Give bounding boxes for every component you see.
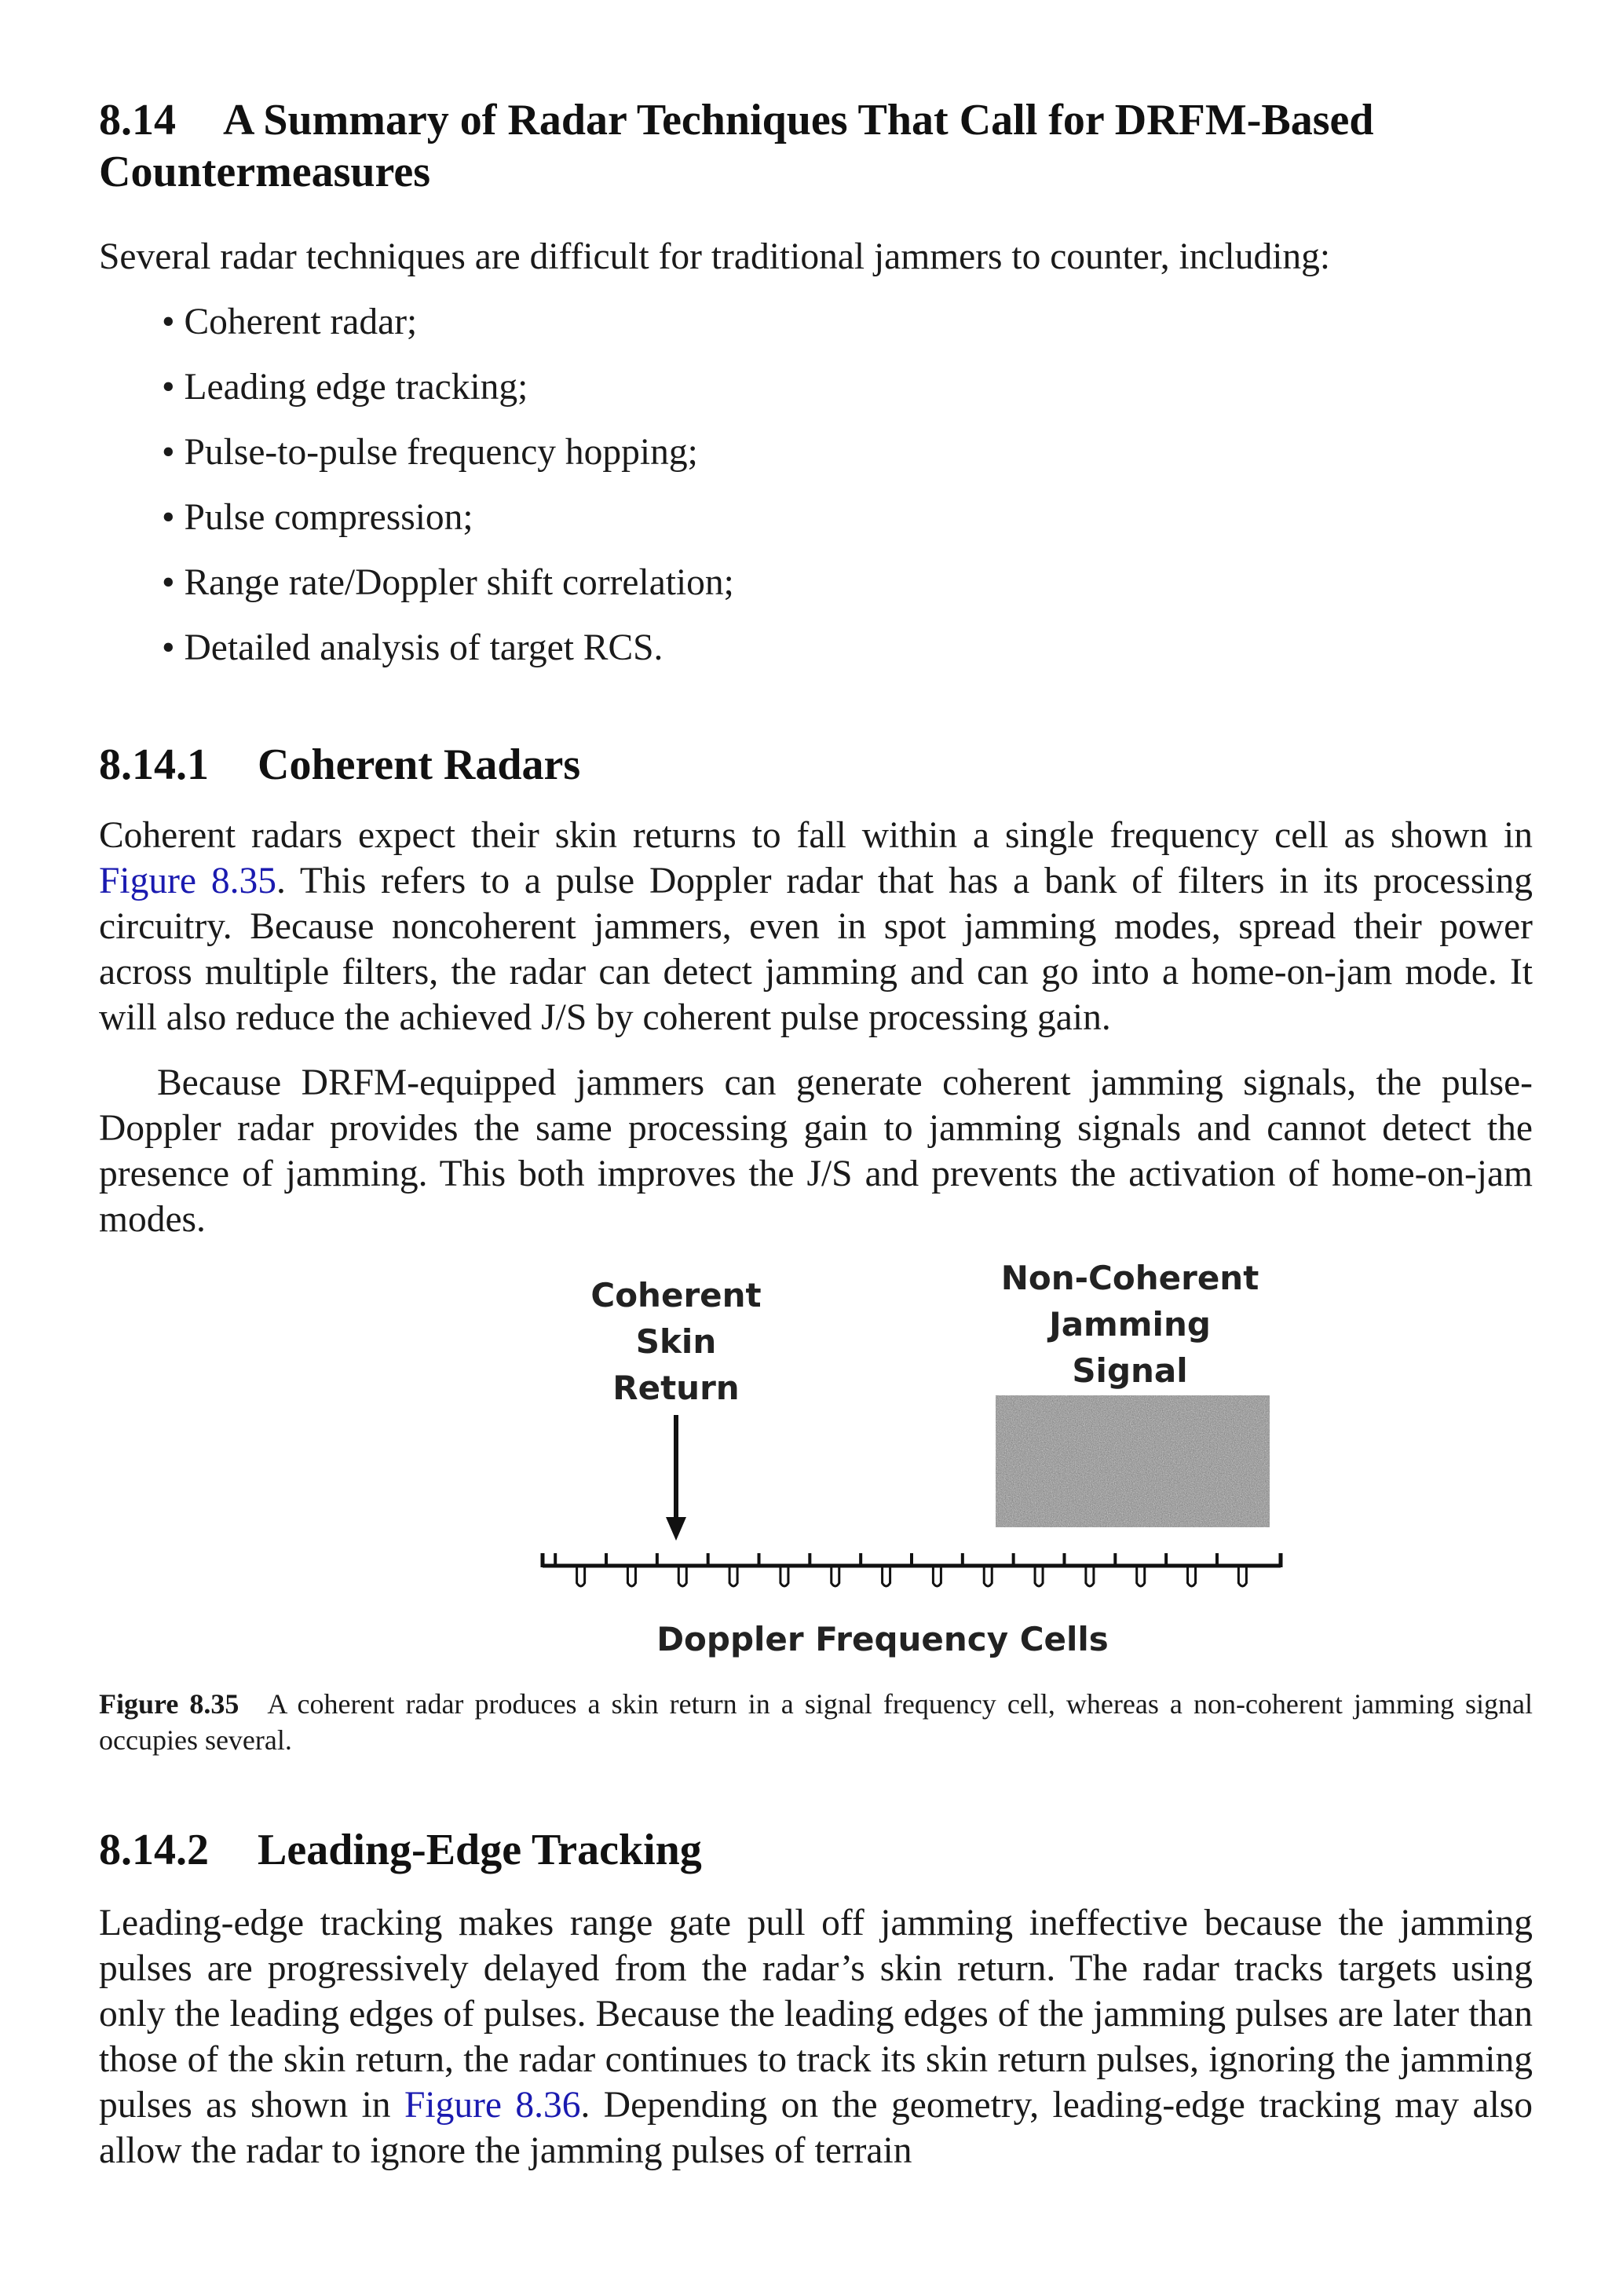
coherent-label-line2: Skin — [635, 1322, 717, 1361]
frequency-cell-marker — [1137, 1566, 1145, 1586]
frequency-cell-marker — [627, 1566, 635, 1586]
frequency-cell-marker — [577, 1566, 585, 1586]
frequency-cell-marker — [1238, 1566, 1246, 1586]
section-title-line2: Countermeasures — [99, 148, 431, 196]
figure-8-35 — [429, 1250, 1308, 1674]
para-text: Coherent radars expect their skin returns to fall within a single frequency cell as shown in — [99, 815, 1533, 856]
figure-8-35-link[interactable]: Figure 8.35 — [99, 861, 276, 901]
list-item: • Leading edge tracking; — [162, 367, 528, 408]
leading-edge-paragraph — [99, 1900, 1533, 2174]
noncoherent-label-line1: Non-Coherent — [1000, 1259, 1259, 1297]
skin-return-arrow-head — [666, 1517, 686, 1541]
frequency-cell-marker — [832, 1566, 839, 1586]
subsection-heading-coherent — [99, 739, 580, 791]
coherent-paragraph-2: Because DRFM-equipped jammers can generate coherent jamming signals, the pulse-Doppler radar provides the same processing gain to jamming signals and cannot detect the presence of jamming. This both improves the J/S and prevents the activation of home-on-jam modes. — [99, 1062, 1533, 1240]
frequency-cell-marker — [1188, 1566, 1196, 1586]
list-item: • Coherent radar; — [162, 302, 418, 342]
frequency-cell-marker — [678, 1566, 686, 1586]
figure-8-36-link[interactable]: Figure 8.36 — [404, 2085, 581, 2126]
frequency-cells — [555, 1553, 1246, 1586]
figure-caption — [99, 1686, 1533, 1758]
frequency-cell-marker — [729, 1566, 737, 1586]
subsection-title: Coherent Radars — [258, 740, 581, 789]
list-item: • Detailed analysis of target RCS. — [162, 627, 663, 668]
coherent-label-line1: Coherent — [590, 1276, 762, 1314]
caption-label: Figure 8.35 — [99, 1688, 239, 1720]
coherent-label-line3: Return — [612, 1369, 740, 1407]
frequency-cell-marker — [984, 1566, 992, 1586]
section-title-line1: A Summary of Radar Techniques That Call for DRFM-Based — [223, 96, 1374, 144]
jamming-noise-texture — [996, 1395, 1270, 1527]
para-text: . This refers to a pulse Doppler radar that has a bank of filters in its processing circuitry. Because noncoherent jammers, even in spot jamming modes, spread their power across multiple filters, the radar can detect jamming and can go into a home-on-jam mode. It will also reduce the achieved J/S by coherent pulse processing gain. — [99, 861, 1533, 1038]
subsection-number: 8.14.1 — [99, 740, 209, 789]
frequency-cell-marker — [780, 1566, 788, 1586]
noncoherent-label-line3: Signal — [1072, 1351, 1188, 1390]
subsection-number: 8.14.2 — [99, 1826, 209, 1874]
section-number: 8.14 — [99, 96, 176, 144]
list-item: • Range rate/Doppler shift correlation; — [162, 562, 734, 603]
subsection-title: Leading-Edge Tracking — [258, 1826, 702, 1874]
para-text: . Depending on the geometry, leading-edge tracking may also allow the radar to ignore the jamming pulses of terrain — [99, 2085, 1533, 2171]
frequency-cell-marker — [883, 1566, 890, 1586]
para-text: Leading-edge tracking makes range gate pull off jamming ineffective because the jamming pulses are progressively delayed from the radar’s skin return. The radar tracks targets using only the leading edges of pulses. Because the leading edges of the jamming pulses are later than those of the skin return, the radar continues to track its skin return pulses, ignoring the jamming pulses as shown in — [99, 1903, 1533, 2126]
intro-paragraph: Several radar techniques are difficult for traditional jammers to counter, including: — [99, 236, 1331, 277]
subsection-heading-leading-edge — [99, 1824, 702, 1876]
technique-list — [162, 299, 734, 690]
list-item: • Pulse-to-pulse frequency hopping; — [162, 432, 698, 473]
caption-text: A coherent radar produces a skin return in a signal frequency cell, whereas a non-coherent jamming signal occupies several. — [99, 1688, 1533, 1756]
coherent-paragraph-1 — [99, 813, 1533, 1040]
frequency-cell-marker — [933, 1566, 941, 1586]
section-heading — [99, 94, 1374, 198]
noncoherent-label-line2: Jamming — [1049, 1305, 1211, 1344]
frequency-cell-marker — [1035, 1566, 1043, 1586]
axis-label: Doppler Frequency Cells — [656, 1620, 1109, 1658]
frequency-cell-marker — [1086, 1566, 1094, 1586]
list-item: • Pulse compression; — [162, 497, 473, 538]
